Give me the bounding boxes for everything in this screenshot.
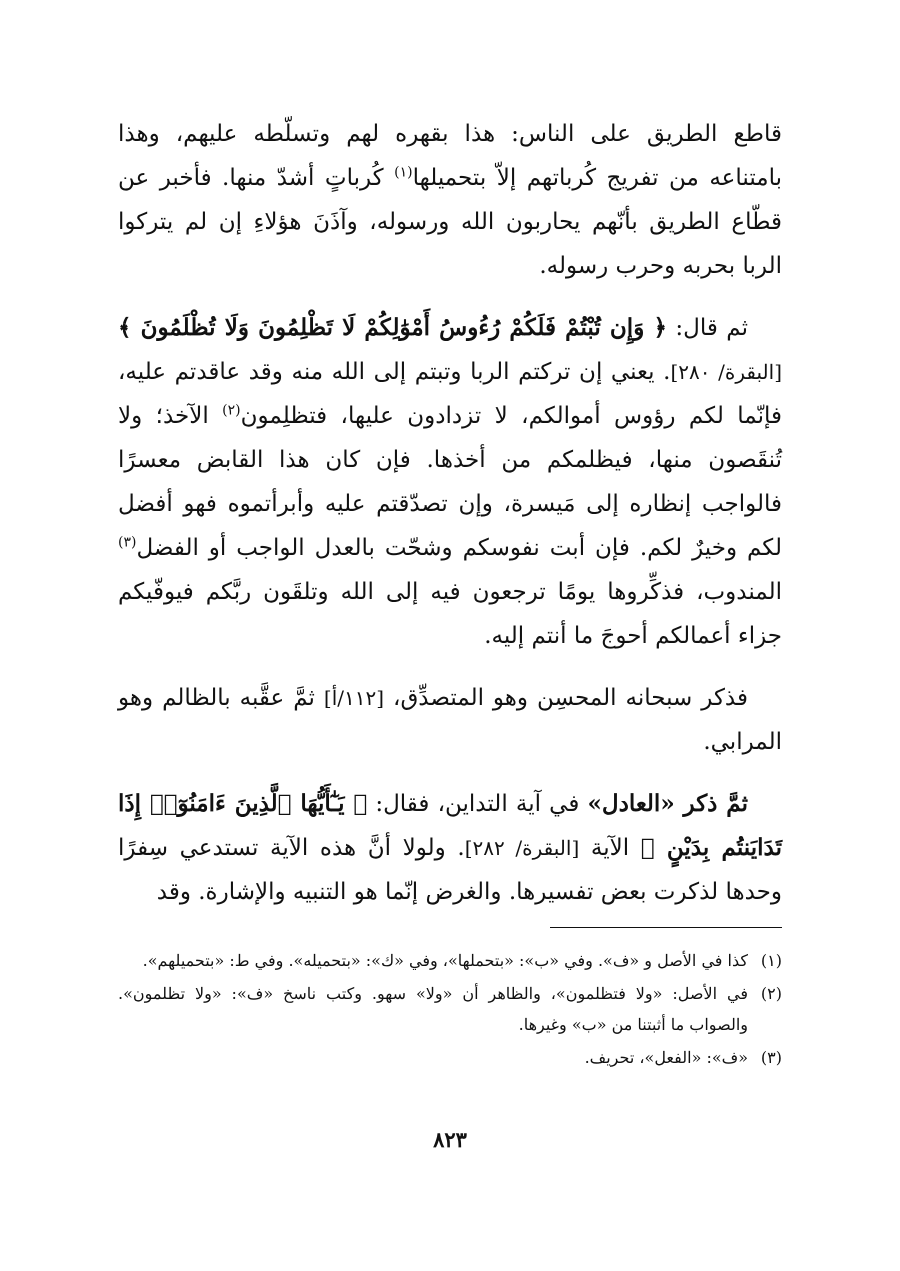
footnotes (118, 945, 782, 1075)
quran-verse: ﴿ وَإِن تُبْتُمْ فَلَكُمْ رُءُوسُ أَمْوَٰلِكُمْ لَا تَظْلِمُونَ وَلَا تُظْلَمُونَ ﴾ (118, 314, 667, 341)
footnote-text: في الأصل: «ولا فتظلمون»، والظاهر أن «ولا» سهو. وكتب ناسخ «ف»: «ولا تظلمون». والصواب ما أثبتنا من «ب» وغيرها. (118, 984, 748, 1034)
text-run: كُرباتٍ أشدّ منها. فأخبر عن قطّاع الطريق بأنّهم يحاربون الله ورسوله، وآذَنَ هؤلاءِ إن لم يتركوا الربا بحربه وحرب رسوله. (118, 165, 782, 279)
main-text (118, 112, 782, 914)
text-run: . يعني إن تركتم الربا وتبتم إلى الله منه وقد عاقدتم عليه، فإنّما لكم رؤوس أموالكم، لا تزدادون عليها، فتظلِمون (118, 359, 782, 429)
footnote-3 (118, 1042, 782, 1073)
text-run: الآخذ؛ ولا تُنقَصون منها، فيظلمكم من أخذها. فإن كان هذا القابض معسرًا فالواجب إنظاره إلى مَيسرة، وإن تصدّقتم عليه وأبرأتموه فهو أفضل لكم وخيرٌ لكم. فإن أبت نفوسكم وشحّت بالعدل الواجب أو الفضل (118, 403, 782, 561)
footnote-number: (٢) (760, 984, 782, 1003)
text-run: في آية التداين، فقال: (367, 791, 588, 817)
verse-reference: [البقرة/ ٢٨٢] (464, 836, 580, 860)
text-run: المندوب، فذكِّروها يومًا ترجعون فيه إلى الله وتلقَون ربَّكم فيوفّيكم جزاء أعمالكم أحوجَ ما أنتم إليه. (118, 579, 782, 649)
paragraph-2 (118, 306, 782, 658)
text-run: قاطع الطريق على الناس: هذا بقهره لهم وتسلّطه عليهم، وهذا بامتناعه من تفريج كُرباتهم إلاّ بتحميلها (118, 121, 782, 191)
footnote-marker-3[interactable]: (٣) (118, 534, 137, 551)
text-run: . ولولا أنَّ هذه الآية تستدعي سِفرًا وحدها لذكرت بعض تفسيرها. والغرض إنّما هو التنبيه والإشارة. وقد (118, 835, 782, 905)
footnote-marker-1[interactable]: (١) (394, 164, 413, 181)
footnote-number: (٣) (760, 1048, 782, 1067)
footnote-2 (118, 978, 782, 1040)
footnote-separator (550, 927, 782, 928)
footnote-marker-2[interactable]: (٢) (222, 402, 241, 419)
page-number: ٨٢٣ (433, 1127, 467, 1152)
paragraph-1 (118, 112, 782, 288)
footnote-text: «ف»: «الفعل»، تحريف. (584, 1048, 748, 1067)
text-run: ثم قال: (666, 315, 748, 341)
manuscript-folio-reference: [١١٢/أ] (323, 686, 385, 710)
footnote-number: (١) (760, 951, 782, 970)
text-run: الآية (579, 835, 641, 861)
verse-reference: [البقرة/ ٢٨٠] (670, 360, 782, 384)
quran-verse: ﴿ يَـٰٓأَيُّهَا ٱلَّذِينَ ءَامَنُوٓا۟ إِذَا تَدَايَنتُم بِدَيْنٍ ﴾ (118, 790, 782, 861)
paragraph-3 (118, 676, 782, 764)
paragraph-4 (118, 782, 782, 914)
footnote-text: كذا في الأصل و «ف». وفي «ب»: «بتحملها»، وفي «ك»: «بتحميله». وفي ط: «بتحميلهم». (142, 951, 748, 970)
footnote-1 (118, 945, 782, 976)
bold-term: ثمَّ ذكر «العادل» (587, 790, 748, 817)
text-run: فذكر سبحانه المحسِن وهو المتصدِّق، (384, 685, 749, 711)
text-run: ثمَّ عقَّبه بالظالم وهو المرابي. (118, 685, 782, 755)
